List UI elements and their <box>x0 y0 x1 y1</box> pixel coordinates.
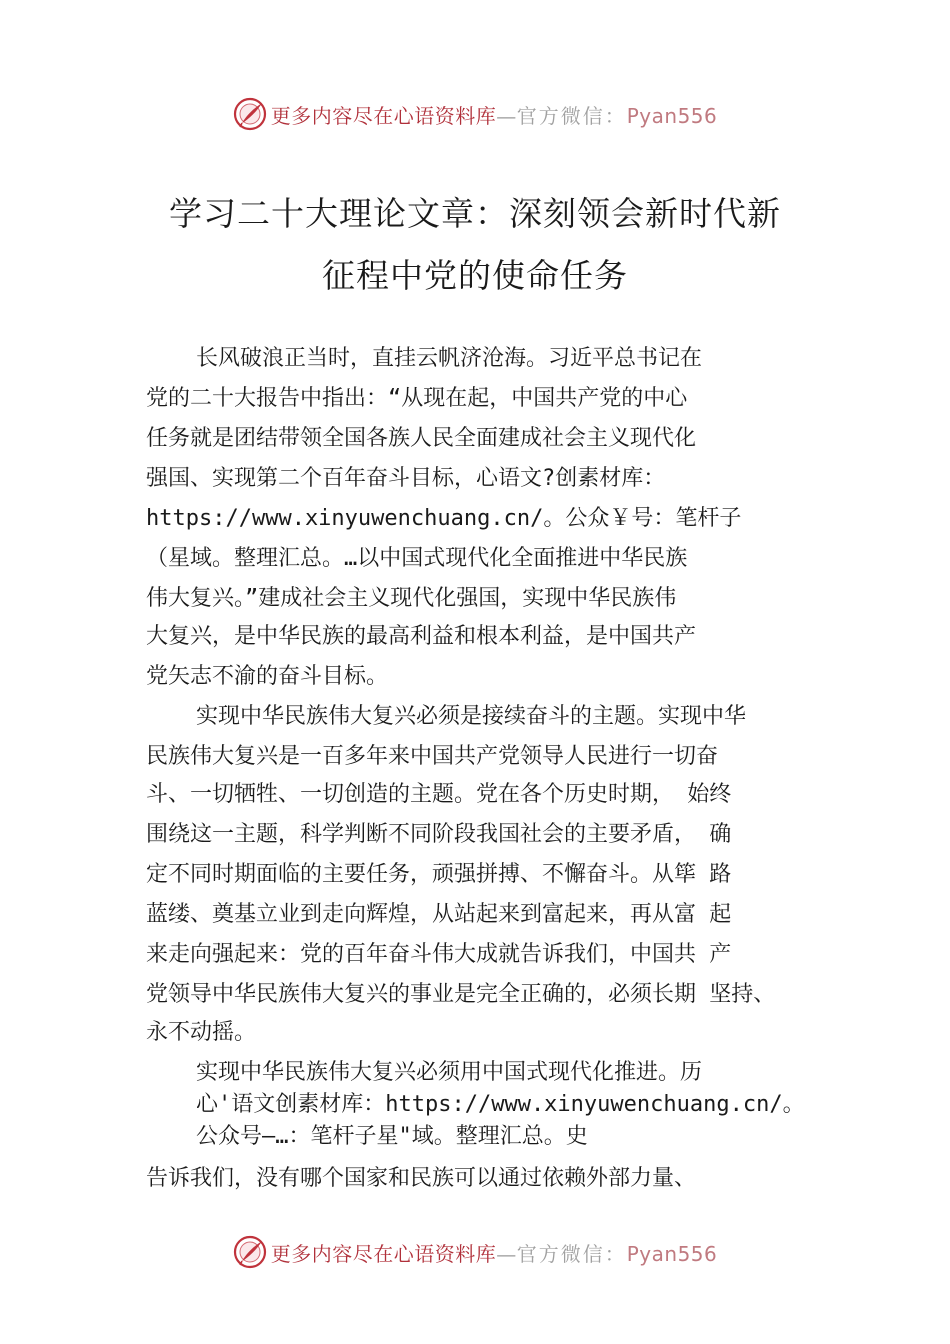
body-line: 伟大复兴。”建成社会主义现代化强国，实现中华民族伟 <box>146 586 677 611</box>
banner-dash: — <box>496 103 517 128</box>
body-line: 来走向强起来：党的百年奋斗伟大成就告诉我们，中国共 产 <box>146 942 732 967</box>
body-line: 实现中华民族伟大复兴必须是接续奋斗的主题。实现中华 <box>196 704 747 729</box>
header-banner <box>0 94 950 134</box>
body-line: 大复兴，是中华民族的最高利益和根本利益，是中国共产 <box>146 624 697 649</box>
body-line: 公众号—…：笔杆子星"域。整理汇总。史 <box>196 1124 588 1149</box>
banner-account-id: Pyan556 <box>626 1241 718 1266</box>
body-line: 斗、一切牺牲、一切创造的主题。党在各个历史时期， 始终 <box>146 782 732 807</box>
body-line: 围绕这一主题，科学判断不同阶段我国社会的主要矛盾， 确 <box>146 822 732 847</box>
quill-logo-icon <box>233 97 267 131</box>
body-line: 长风破浪正当时，直挂云帆济沧海。习近平总书记在 <box>196 346 703 371</box>
quill-logo-icon <box>233 1235 267 1269</box>
banner-main-text: 更多内容尽在心语资料库 <box>270 1241 497 1266</box>
banner-wechat-label: 官方微信： <box>516 103 627 128</box>
body-line: （星域。整理汇总。…以中国式现代化全面推进中华民族 <box>146 546 688 571</box>
body-line: 任务就是团结带领全国各族人民全面建成社会主义现代化 <box>146 426 697 451</box>
body-line: 告诉我们，没有哪个国家和民族可以通过依赖外部力量、 <box>146 1166 697 1191</box>
banner-account-id: Pyan556 <box>626 103 718 128</box>
body-line: 强国、实现第二个百年奋斗目标，心语文?创素材库： <box>146 466 666 491</box>
article-title-line-1: 学习二十大理论文章：深刻领会新时代新 <box>169 194 781 233</box>
banner-main-text: 更多内容尽在心语资料库 <box>270 103 497 128</box>
body-line: 党领导中华民族伟大复兴的事业是完全正确的，必须长期 坚持、 <box>146 982 776 1007</box>
body-line: 民族伟大复兴是一百多年来中国共产党领导人民进行一切奋 <box>146 744 719 769</box>
body-line: 实现中华民族伟大复兴必须用中国式现代化推进。历 <box>196 1060 703 1085</box>
footer-banner <box>0 1232 950 1272</box>
body-line: 永不动摇。 <box>146 1020 257 1045</box>
banner-wechat-label: 官方微信： <box>516 1241 627 1266</box>
body-line: 心'语文创素材库：https://www.xinyuwenchuang.cn/。 <box>196 1092 805 1117</box>
banner-text <box>271 100 718 129</box>
body-line: 党的二十大报告中指出：“从现在起，中国共产党的中心 <box>146 386 688 411</box>
body-line: 党矢志不渝的奋斗目标。 <box>146 664 389 689</box>
article-title-line-2: 征程中党的使命任务 <box>322 256 628 295</box>
body-line: 蓝缕、奠基立业到走向辉煌，从站起来到富起来，再从富 起 <box>146 902 732 927</box>
banner-text <box>271 1238 718 1267</box>
body-line: 定不同时期面临的主要任务，顽强拼搏、不懈奋斗。从筚 路 <box>146 862 732 887</box>
body-line: https://www.xinyuwenchuang.cn/。公众￥号：笔杆子 <box>146 506 742 531</box>
banner-dash: — <box>496 1241 517 1266</box>
